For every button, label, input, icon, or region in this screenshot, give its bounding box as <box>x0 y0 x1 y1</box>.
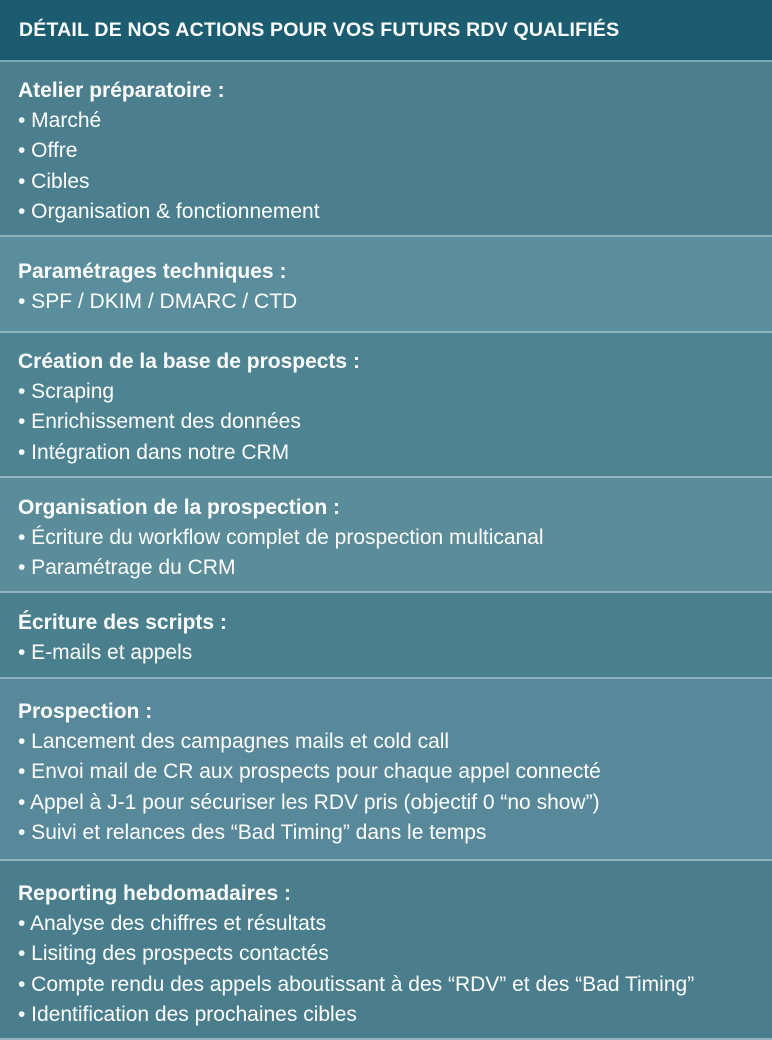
list-item: • E-mails et appels <box>18 641 193 664</box>
page-header <box>0 0 772 62</box>
list-item: • Suivi et relances des “Bad Timing” dans le temps <box>18 820 487 844</box>
list-item: • Écriture du workflow complet de prospection multicanal <box>18 526 544 549</box>
section-title: Atelier préparatoire : <box>18 79 225 102</box>
list-item: • Compte rendu des appels aboutissant à des “RDV” et des “Bad Timing” <box>18 972 695 996</box>
list-item: • Lancement des campagnes mails et cold call <box>18 730 450 753</box>
section-title: Écriture des scripts : <box>18 611 227 634</box>
section-atelier-preparatoire <box>0 62 772 237</box>
section-title: Paramétrages techniques : <box>18 260 287 283</box>
list-item: • Analyse des chiffres et résultats <box>18 912 327 935</box>
list-item: • Identification des prochaines cibles <box>18 1002 357 1026</box>
section-organisation-prospection <box>0 478 772 593</box>
section-title: Organisation de la prospection : <box>18 496 341 519</box>
section-title: Reporting hebdomadaires : <box>18 882 292 905</box>
list-item: • Organisation & fonctionnement <box>18 199 320 223</box>
page-title: DÉTAIL DE NOS ACTIONS POUR VOS FUTURS RDV QUALIFIÉS <box>19 18 620 41</box>
list-item: • Enrichissement des données <box>18 410 301 434</box>
section-prospection <box>0 679 772 861</box>
section-ecriture-scripts <box>0 593 772 679</box>
list-item: • Offre <box>18 139 78 163</box>
list-item: • SPF / DKIM / DMARC / CTD <box>18 290 298 313</box>
list-item: • Lisiting des prospects contactés <box>18 942 329 966</box>
list-item: • Cibles <box>18 169 90 193</box>
list-item: • Appel à J-1 pour sécuriser les RDV pris (objectif 0 “no show”) <box>18 790 600 814</box>
list-item: • Envoi mail de CR aux prospects pour chaque appel connecté <box>18 760 601 784</box>
list-item: • Scraping <box>18 380 115 403</box>
list-item: • Marché <box>18 109 102 132</box>
section-creation-base-prospects <box>0 333 772 478</box>
section-reporting-hebdomadaires <box>0 861 772 1040</box>
section-title: Prospection : <box>18 700 153 723</box>
section-title: Création de la base de prospects : <box>18 350 360 373</box>
section-parametrages-techniques <box>0 237 772 333</box>
list-item: • Intégration dans notre CRM <box>18 440 290 464</box>
list-item: • Paramétrage du CRM <box>18 556 236 580</box>
